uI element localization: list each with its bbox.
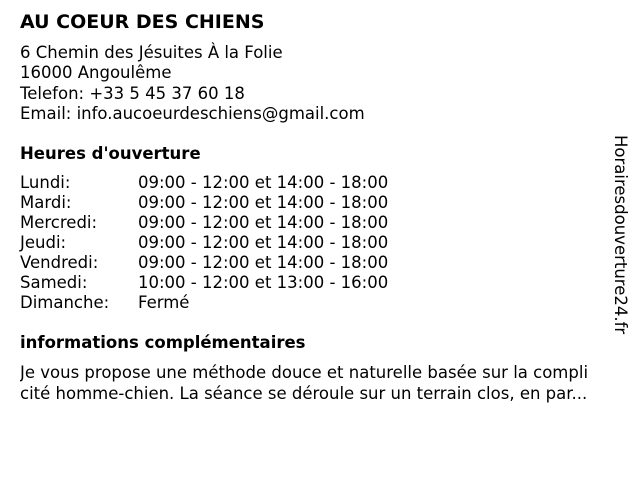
day-label: Jeudi:: [20, 233, 67, 252]
day-label: Vendredi:: [20, 253, 99, 272]
time-range: 10:00 - 12:00 et 13:00 - 16:00: [138, 273, 389, 292]
hours-row-thursday: [20, 233, 440, 253]
info-description: [20, 362, 620, 404]
time-range: 09:00 - 12:00 et 14:00 - 18:00: [138, 193, 389, 212]
email-address[interactable]: Email: info.aucoeurdeschiens@gmail.com: [20, 103, 365, 123]
day-label: Dimanche:: [20, 293, 110, 312]
day-label: Lundi:: [20, 173, 71, 192]
hours-row-monday: [20, 173, 440, 193]
time-range: 09:00 - 12:00 et 14:00 - 18:00: [138, 253, 389, 272]
watermark-text: Horairesdouverture24.fr: [611, 135, 630, 335]
hours-row-friday: [20, 253, 440, 273]
day-label: Samedi:: [20, 273, 88, 292]
hours-row-sunday: [20, 293, 440, 313]
description-line: Je vous propose une méthode douce et naturelle basée sur la compli: [20, 363, 589, 382]
phone-number[interactable]: Telefon: +33 5 45 37 60 18: [20, 83, 245, 103]
address-street: 6 Chemin des Jésuites À la Folie: [20, 43, 283, 62]
description-line: cité homme-chien. La séance se déroule sur un terrain clos, en par...: [20, 384, 588, 403]
time-range: 09:00 - 12:00 et 14:00 - 18:00: [138, 173, 389, 192]
day-label: Mardi:: [20, 193, 72, 212]
opening-hours-table: [20, 173, 440, 313]
address-city: 16000 Angoulême: [20, 63, 172, 83]
time-range: Fermé: [138, 293, 190, 312]
info-heading: informations complémentaires: [20, 333, 306, 352]
site-watermark: [602, 135, 638, 345]
hours-row-tuesday: [20, 193, 440, 213]
hours-row-wednesday: [20, 213, 440, 233]
time-range: 09:00 - 12:00 et 14:00 - 18:00: [138, 213, 389, 232]
business-name: AU COEUR DES CHIENS: [20, 11, 265, 33]
contact-block: [20, 43, 365, 124]
hours-row-saturday: [20, 273, 440, 293]
hours-heading: Heures d'ouverture: [20, 144, 201, 163]
day-label: Mercredi:: [20, 213, 98, 232]
time-range: 09:00 - 12:00 et 14:00 - 18:00: [138, 233, 389, 252]
